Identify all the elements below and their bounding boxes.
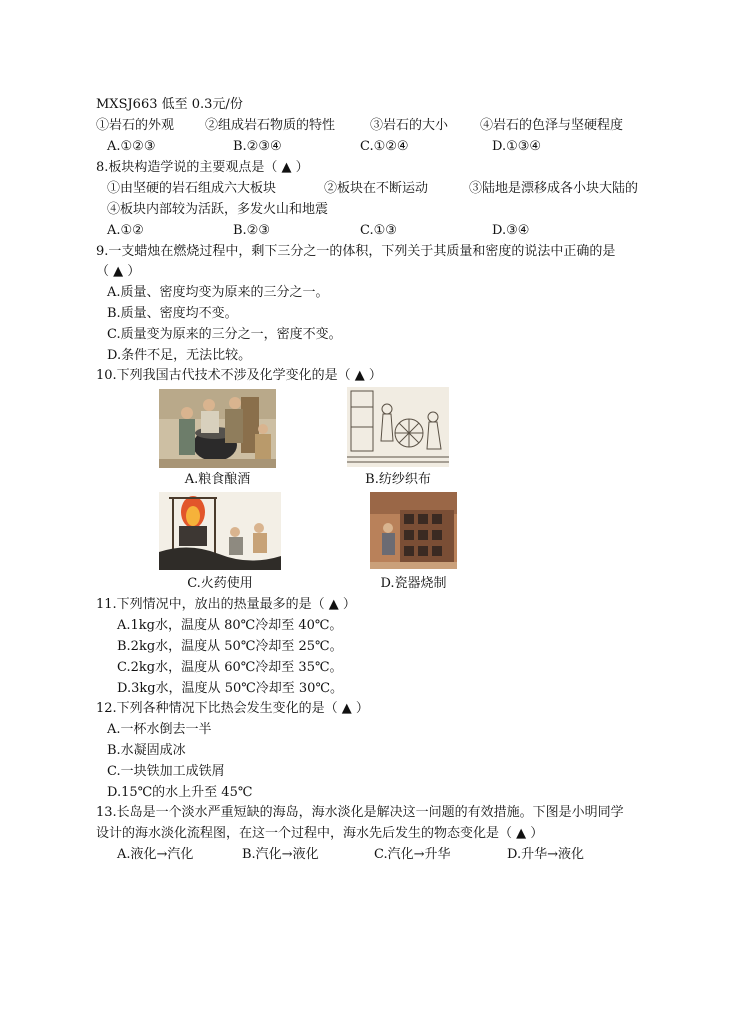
q7-option-a: A.①②③ (107, 139, 156, 154)
q7-item-4: ④岩石的色泽与坚硬程度 (480, 118, 624, 133)
q10-option-b: B.纺纱织布 (365, 472, 431, 487)
q7-option-c: C.①②④ (360, 139, 409, 154)
q7-item-3: ③岩石的大小 (370, 118, 449, 133)
q11-option-a: A.1kg水，温度从 80℃冷却至 40℃。 (117, 618, 343, 633)
header-text: MXSJ663 低至 0.3元/份 (96, 97, 243, 112)
q10-option-d: D.瓷器烧制 (380, 576, 447, 591)
q11-option-b: B.2kg水，温度从 50℃冷却至 25℃。 (117, 639, 343, 654)
q8-option-a: A.①② (107, 223, 144, 238)
q7-item-2: ②组成岩石物质的特性 (205, 118, 336, 133)
q10-stem: 10.下列我国古代技术不涉及化学变化的是（ ▲ ） (96, 368, 382, 383)
q9-option-d: D.条件不足，无法比较。 (107, 348, 252, 363)
q8-option-c: C.①③ (360, 223, 397, 238)
q10-option-c: C.火药使用 (187, 576, 253, 591)
q8-stem: 8.板块构造学说的主要观点是（ ▲ ） (96, 160, 309, 175)
q12-stem: 12.下列各种情况下比热会发生变化的是（ ▲ ） (96, 701, 369, 716)
brewing-illustration (159, 389, 276, 468)
q9-option-a: A.质量、密度均变为原来的三分之一。 (107, 285, 329, 300)
q9-option-c: C.质量变为原来的三分之一，密度不变。 (107, 327, 342, 342)
gunpowder-illustration (159, 492, 281, 570)
q9-stem-answer: （ ▲ ） (96, 264, 141, 279)
q8-item-2: ②板块在不断运动 (324, 181, 429, 196)
q13-option-b: B.汽化→液化 (242, 847, 319, 862)
q8-item-4: ④板块内部较为活跃，多发火山和地震 (107, 202, 329, 217)
porcelain-kiln-illustration (370, 492, 457, 569)
q9-stem: 9.一支蜡烛在燃烧过程中，剩下三分之一的体积，下列关于其质量和密度的说法中正确的是 (96, 244, 616, 259)
q9-option-b: B.质量、密度均不变。 (107, 306, 238, 321)
q8-option-b: B.②③ (233, 223, 270, 238)
spinning-weaving-illustration (347, 387, 449, 467)
q13-stem: 13.长岛是一个淡水严重短缺的海岛，海水淡化是解决这一问题的有效措施。下图是小明同学 (96, 805, 624, 820)
q12-option-d: D.15℃的水上升至 45℃ (107, 785, 253, 800)
q7-option-b: B.②③④ (233, 139, 282, 154)
q11-stem: 11.下列情况中，放出的热量最多的是（ ▲ ） (96, 597, 356, 612)
q11-option-c: C.2kg水，温度从 60℃冷却至 35℃。 (117, 660, 343, 675)
q13-stem-cont: 设计的海水淡化流程图，在这一个过程中，海水先后发生的物态变化是（ ▲ ） (96, 826, 544, 841)
q13-option-d: D.升华→液化 (507, 847, 584, 862)
q7-option-d: D.①③④ (492, 139, 542, 154)
q12-option-c: C.一块铁加工成铁屑 (107, 764, 225, 779)
q7-item-1: ①岩石的外观 (96, 118, 175, 133)
q11-option-d: D.3kg水，温度从 50℃冷却至 30℃。 (117, 681, 343, 696)
q13-option-c: C.汽化→升华 (374, 847, 451, 862)
q10-option-a: A.粮食酿酒 (184, 472, 251, 487)
q12-option-a: A.一杯水倒去一半 (107, 722, 212, 737)
q8-item-1: ①由坚硬的岩石组成六大板块 (107, 181, 277, 196)
q12-option-b: B.水凝固成冰 (107, 743, 186, 758)
q13-option-a: A.液化→汽化 (117, 847, 194, 862)
q8-item-3: ③陆地是漂移成各小块大陆的 (469, 181, 639, 196)
q8-option-d: D.③④ (492, 223, 530, 238)
